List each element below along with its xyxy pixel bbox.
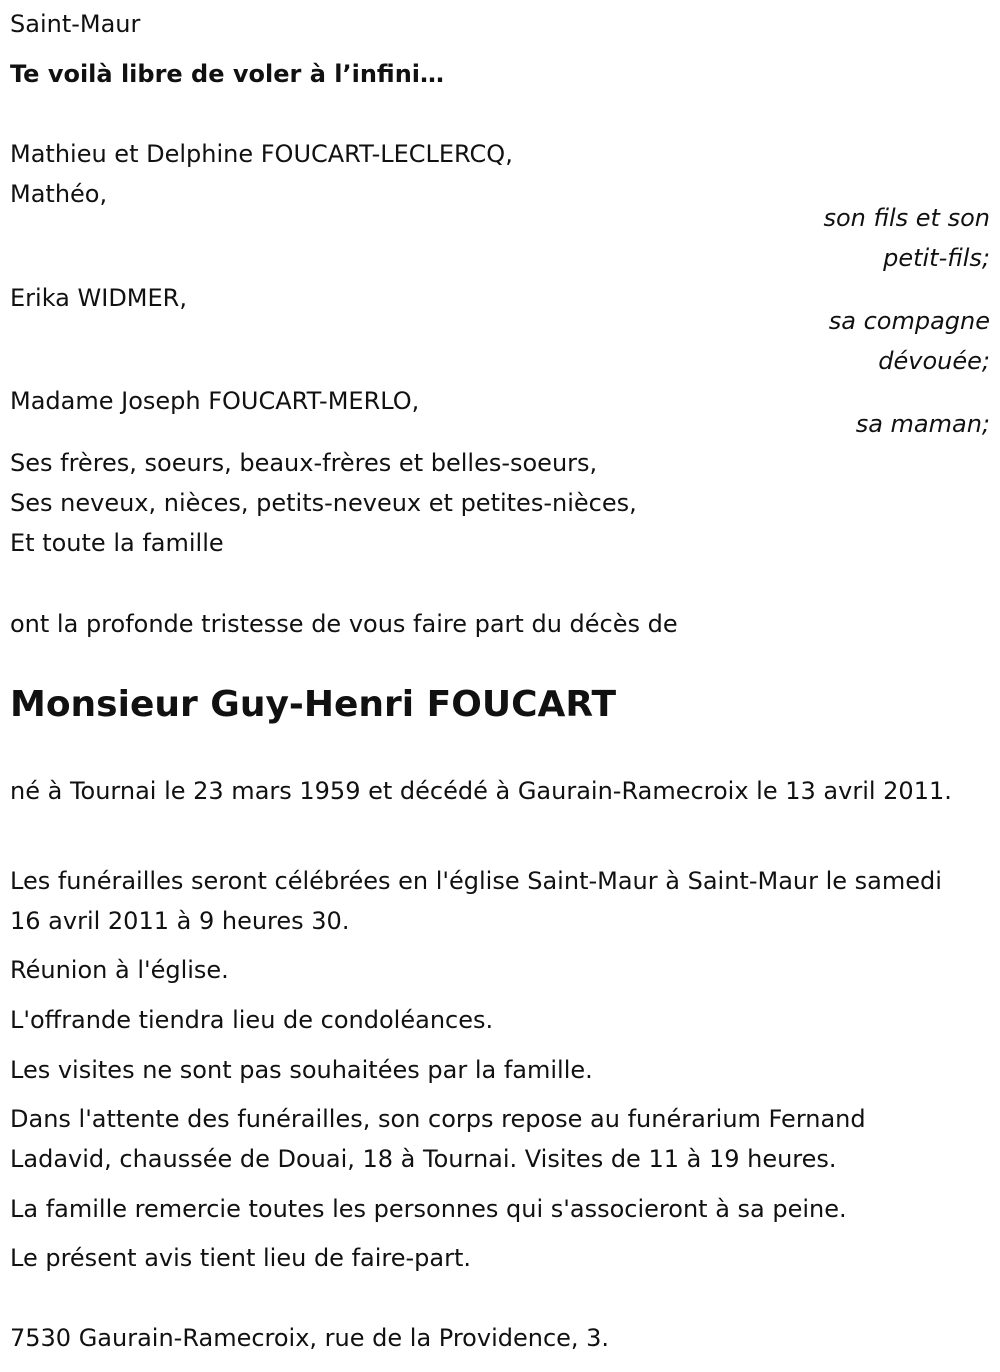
family-line: Erika WIDMER, xyxy=(10,284,187,312)
epitaph-quote: Te voilà libre de voler à l’infini… xyxy=(10,60,445,88)
family-entry-mother xyxy=(10,381,419,421)
paragraph-funerarium: Dans l'attente des funérailles, son corps repose au funérarium Fernand Ladavid, chaussée de Douai, 18 à Tournai. Visites de 11 à 19 heures. xyxy=(10,1105,866,1173)
family-role-companion xyxy=(829,301,990,381)
role-line: dévouée; xyxy=(878,347,990,375)
announcement-text: ont la profonde tristesse de vous faire part du décès de xyxy=(10,610,678,638)
role-line: petit-fils; xyxy=(883,244,990,272)
paragraph-offering: L'offrande tiendra lieu de condoléances. xyxy=(10,1006,494,1034)
role-line: sa maman; xyxy=(855,410,990,438)
role-line: son fils et son xyxy=(823,204,990,232)
place-heading: Saint-Maur xyxy=(10,10,141,38)
family-line: Mathéo, xyxy=(10,180,108,208)
paragraph-notice: Le présent avis tient lieu de faire-part. xyxy=(10,1244,472,1272)
family-line: Madame Joseph FOUCART-MERLO, xyxy=(10,387,420,415)
family-entry-companion xyxy=(10,278,187,318)
family-line: Et toute la famille xyxy=(10,529,224,557)
paragraph-meeting: Réunion à l'église. xyxy=(10,956,229,984)
paragraph-thanks: La famille remercie toutes les personnes qui s'associeront à sa peine. xyxy=(10,1195,847,1223)
family-role-mother xyxy=(856,404,990,444)
family-entry-son xyxy=(10,134,513,214)
deceased-name: Monsieur Guy-Henri FOUCART xyxy=(10,684,617,725)
paragraph-visits: Les visites ne sont pas souhaitées par la famille. xyxy=(10,1056,593,1084)
family-entry-relatives xyxy=(10,443,637,563)
family-role-son xyxy=(823,198,990,278)
role-line: sa compagne xyxy=(828,307,990,335)
paragraph-funeral: Les funérailles seront célébrées en l'église Saint-Maur à Saint-Maur le samedi 16 avril 2011 à 9 heures 30. xyxy=(10,867,942,935)
family-line: Mathieu et Delphine FOUCART-LECLERCQ, xyxy=(10,140,513,168)
family-line: Ses frères, soeurs, beaux-frères et belles-soeurs, xyxy=(10,449,598,477)
paragraph-birth-death: né à Tournai le 23 mars 1959 et décédé à Gaurain-Ramecroix le 13 avril 2011. xyxy=(10,777,952,805)
family-line: Ses neveux, nièces, petits-neveux et petites-nièces, xyxy=(10,489,637,517)
address: 7530 Gaurain-Ramecroix, rue de la Providence, 3. xyxy=(10,1324,610,1352)
